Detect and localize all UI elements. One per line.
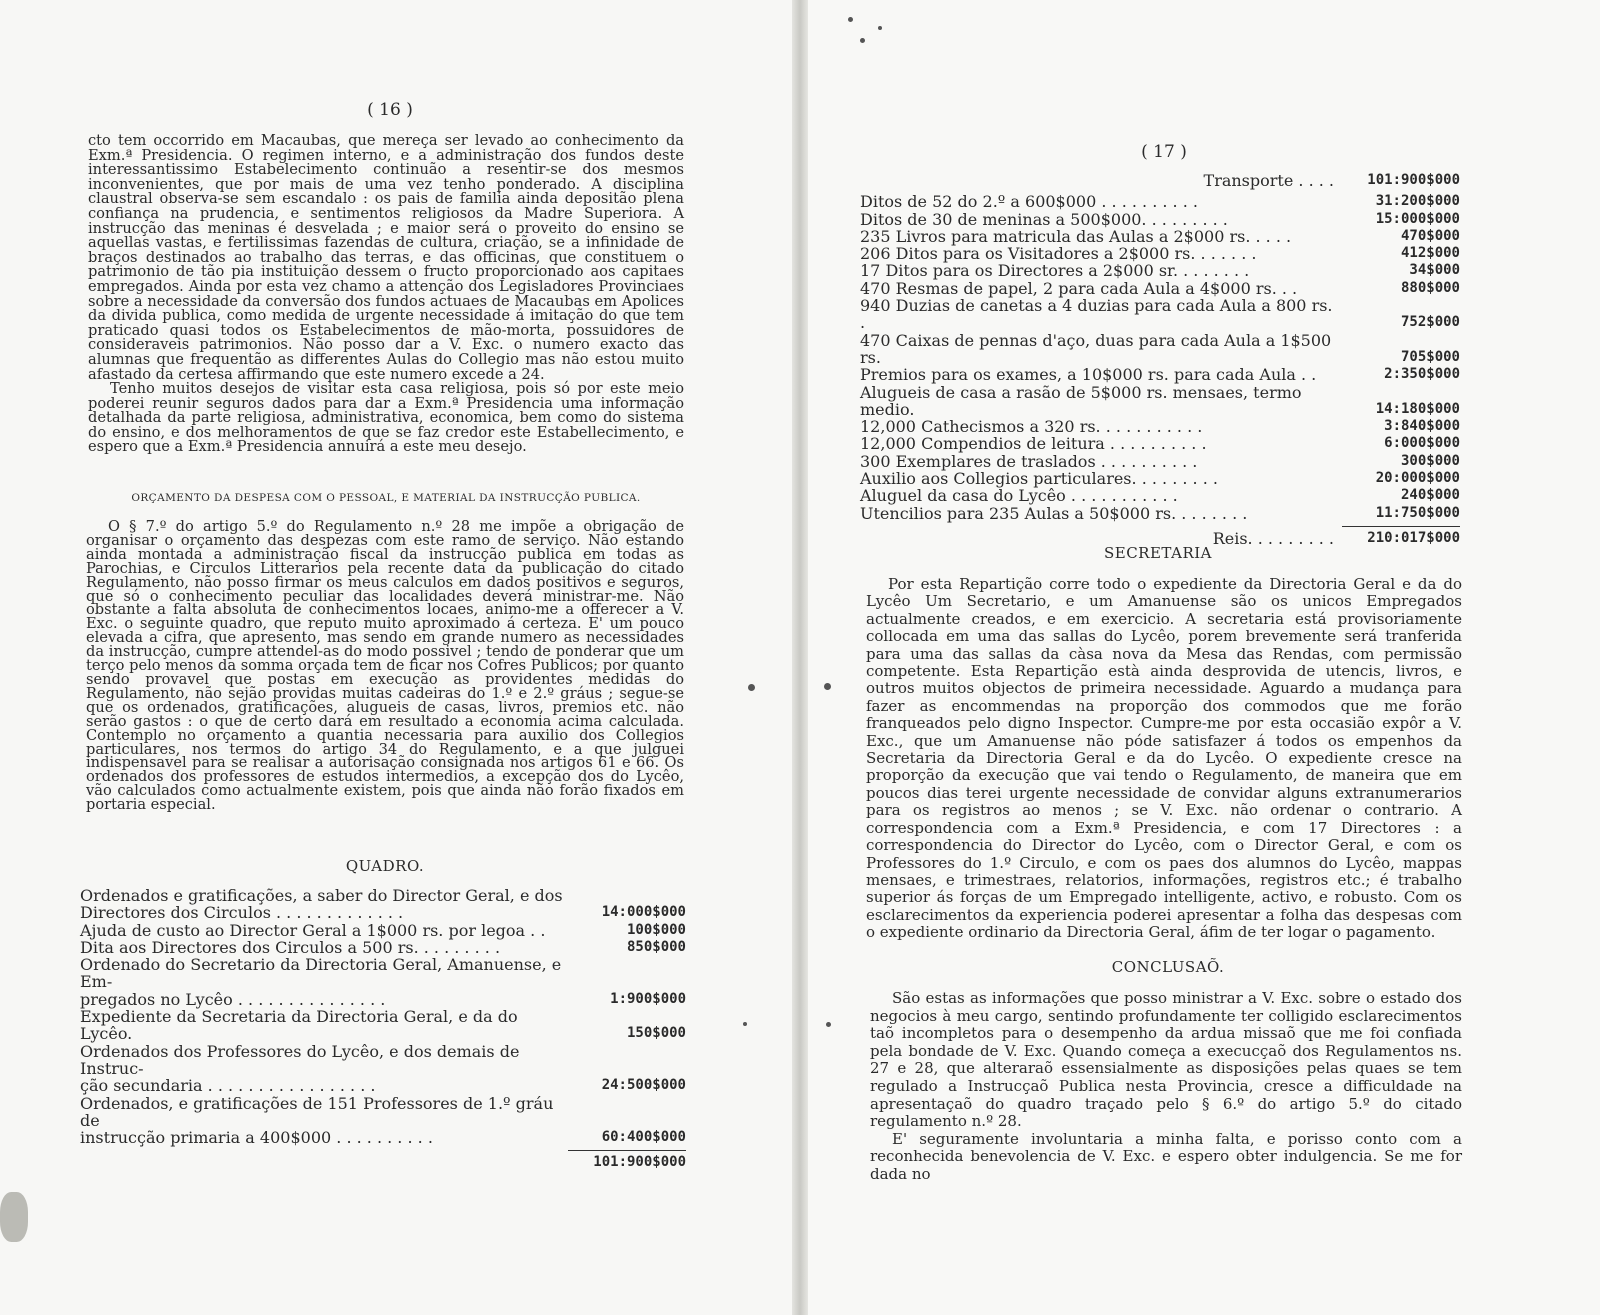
secretaria-paragraph: Por esta Repartição corre todo o expediente da Directoria Geral e da do Lycêo Um Secretario, e um Amanuense são os unicos Empregados actualmente creados, e em exercicio. A secretaria está provisoriamente collocada em uma das sallas do Lycêo, porem brevemente será tranferida para uma das sallas da càsa nova da Mesa das Rendas, com permissão competente. Esta Repartição està ainda desprovida de utencis, livros, e outros muitos objectos de primeira necessidade. Aguardo a mudança para fazer as encommendas na proporção dos commodos que me forão franqueados pelo digno Inspector. Cumpre-me por esta occasião expôr a V. Exc., que um Amanuense não póde satisfazer á todos os empenhos da Secretaria da Directoria Geral e da do Lycêo. O expediente cresce na proporção da execução que vai tendo o Regulamento, de maneira que em poucos dias terei urgente necessidade de convidar alguns extranumerarios para os registros ao menos ; se V. Exc. não ordenar o contrario. A correspondencia com a Exm.ª Presidencia, e com 17 Directores : a correspondencia do Director do Lycêo, com o Director Geral, e com os Professores do 1.º Circulo, e com os paes dos alumnos do Lycêo, mappas mensaes, e trimestraes, relatorios, informações, registros etc.; é trabalho superior ás forças de um Empregado intelligente, activo, e robusto. Com os esclarecimentos da experiencia poderei apresentar a folha das despesas com o expediente ordinario da Directoria Geral, áfim de ter logar o pagamento. xyxy=(866,575,1462,942)
transport-label: Transporte . . . . xyxy=(1203,171,1334,190)
conclusao-paragraph-2: E' seguramente involuntaria a minha falta, e porisso conto com a reconhecida benevolencia de V. Exc. e espero obter indulgencia. Se me for dada no xyxy=(870,1129,1462,1183)
row-label: 470 Resmas de papel, 2 para cada Aula a 4$000 rs. . . xyxy=(860,278,1298,298)
orcamento-paragraph: O § 7.º do artigo 5.º do Regulamento n.º 28 me impõe a obrigação de organisar o orçamento das despezas com este ramo de serviço. Não estando ainda montada a administração fiscal da instrucção publica em todas as Parochias, e Circulos Litterarios pela recente data da publicação do citado Regulamento, não posso firmar os meus calculos em dados positivos e seguros, que só o conhecimento peculiar das localidades deverá ministrar-me. Não obstante a falta absoluta de conhecimentos locaes, animo-me a offerecer a V. Exc. o seguinte quadro, que reputo muito aproximado á certeza. E' um pouco elevada a cifra, que apresento, mas sendo em grande numero as necessidades da instrucção, cumpre attendel-as do modo possivel ; tendo de ponderar que um terço pelo menos da somma orçada tem de ficar nos Cofres Publicos; por quanto sendo provavel que postas em execução as providentes medidas do Regulamento, não sejão providas muitas cadeiras do 1.º e 2.º gráus ; segue-se que os ordenados, gratificações, alugueis de casas, livros, premios etc. não serão gastos : o que de certo dará em resultado a economia acima calculada. Contemplo no orçamento a quantia necessaria para auxilio dos Collegios particulares, nos termos do artigo 34 do Regulamento, e a que julguei indispensavel para se realisar a autorisação consignada nos artigos 61 e 66. Os ordenados dos professores de estudos intermedios, a excepção dos do Lycêo, vão calculados como actualmente existem, pois que ainda não forão fixados em portaria especial. xyxy=(86,518,684,814)
row-label: Utencilios para 235 Aulas a 50$000 rs. . . . . . . . xyxy=(860,503,1248,523)
intro-paragraph-1: cto tem occorrido em Macaubas, que mereça ser levado ao conhecimento da Exm.ª Presidencia. O regimen interno, e a administração dos fundos deste interessantissimo Estabelecimento continuão a resentir-se dos mesmos inconvenientes, que por mais de uma vez tenho ponderado. A disciplina claustral observa-se sem escandalo : os pais de familia ainda depositão plena confiança na prudencia, e sentimentos religiosos da Madre Superiora. A instrucção das meninas é desvelada ; e maior será o proveito do ensino se aquellas vastas, e fertilissimas fazendas de cultura, criação, se a infinidade de braços destinados ao trabalho das terras, e das officinas, que constituem o patrimonio de tão pia instituição dessem o fructo proporcionado aos capitaes empregados. Ainda por esta vez chamo a attenção dos Legisladores Provinciaes sobre a necessidade da conversão dos fundos actuaes de Macaubas em Apolices da divida publica, como medida de urgente necessidade á imitação do que tem praticado quasi todos os Estabelecimentos de mão-morta, possuidores de consideraveis patrimonios. Não posso dar a V. Exc. o numero exacto das alumnas que frequentão as differentes Aulas do Collegio mas não estou muito afastado da certesa affirmando que este numero excede a 24. xyxy=(88,132,684,383)
row-label: Ditos de 30 de meninas a 500$000. . . . . . . . . xyxy=(860,209,1228,229)
orcamento-text xyxy=(86,520,684,812)
row-label: 12,000 Cathecismos a 320 rs. . . . . . . . . . . xyxy=(860,417,1203,437)
table-row xyxy=(860,435,1460,452)
row-value: 150$000 xyxy=(626,1025,686,1042)
row-value: 20:000$000 xyxy=(1375,470,1460,487)
row-value: 752$000 xyxy=(1400,314,1460,331)
table-row xyxy=(860,470,1460,487)
row-value: 100$000 xyxy=(626,921,686,938)
row-value: 470$000 xyxy=(1400,227,1460,244)
row-value: 14:000$000 xyxy=(601,904,686,921)
row-label: 17 Ditos para os Directores a 2$000 sr. . . . . . . . xyxy=(860,261,1250,281)
total-label: Reis. . . . . . . . . xyxy=(1212,528,1334,548)
row-label: Ajuda de custo ao Director Geral a 1$000 rs. por legoa . . xyxy=(80,920,546,940)
conclusao-heading: CONCLUSAÕ. xyxy=(1111,958,1225,976)
page-number-left: ( 16 ) xyxy=(367,100,413,120)
table-row xyxy=(80,1008,686,1043)
table-row xyxy=(860,262,1460,279)
row-value: 3:840$000 xyxy=(1384,418,1460,435)
total-rule xyxy=(1342,526,1460,527)
secretaria-heading: SECRETARIA xyxy=(1103,544,1212,562)
table-row xyxy=(860,228,1460,245)
secretaria-text xyxy=(866,576,1462,942)
quadro-table xyxy=(80,887,686,1172)
table-row xyxy=(80,939,686,956)
ink-spot xyxy=(748,684,755,691)
intro-text xyxy=(88,134,684,455)
table-row xyxy=(860,280,1460,297)
row-value: 11:750$000 xyxy=(1375,504,1460,521)
row-value: 24:500$000 xyxy=(601,1077,686,1094)
table-row xyxy=(860,211,1460,228)
row-label: 940 Duzias de canetas a 4 duzias para cada Aula a 800 rs. . xyxy=(860,296,1333,333)
total-value: 101:900$000 xyxy=(593,1154,686,1171)
row-label: Ordenados, e gratificações de 151 Professores de 1.º gráu de instrucção primaria a 400$000 . . . . . . . . . . xyxy=(80,1093,554,1148)
row-value: 34$000 xyxy=(1409,262,1460,279)
row-label: Premios para os exames, a 10$000 rs. para cada Aula . . xyxy=(860,365,1317,385)
row-label: 12,000 Compendios de leitura . . . . . . . . . . xyxy=(860,434,1207,454)
total-row xyxy=(80,1154,686,1171)
row-label: Expediente da Secretaria da Directoria Geral, e da do Lycêo. xyxy=(80,1007,518,1044)
table-row xyxy=(860,418,1460,435)
row-value: 850$000 xyxy=(626,938,686,955)
table-row xyxy=(860,193,1460,210)
conclusao-paragraph-1: São estas as informações que posso ministrar a V. Exc. sobre o estado dos negocios à meu cargo, sentindo profundamente ter colligido esclarecimentos taõ incompletos para o desempenho da ardua missaõ que me foi confiada pela bondade de V. Exc. Quando começa a execucçaõ dos Regulamentos ns. 27 e 28, que alteraraõ essensialmente as disposições pelas quaes se tem regulado a Instrucçaõ Publica nesta Provincia, cresce a difficuldade na apresentaçaõ do quadro traçado pelo § 6.º do artigo 5.º do citado regulamento n.º 28. xyxy=(870,989,1462,1131)
row-label: Ordenados e gratificações, a saber do Director Geral, e dos Directores dos Circulos . . . . . . . . . . . . . xyxy=(80,886,563,923)
row-value: 1:900$000 xyxy=(610,990,686,1007)
book-gutter xyxy=(792,0,808,1315)
table-row xyxy=(860,245,1460,262)
row-label: Auxilio aos Collegios particulares. . . . . . . . . xyxy=(860,469,1218,489)
table-row xyxy=(80,956,686,1008)
ink-spot xyxy=(743,1022,747,1026)
transport-row xyxy=(860,172,1460,189)
row-value: 880$000 xyxy=(1400,279,1460,296)
conclusao-text xyxy=(870,990,1462,1184)
transport-value: 101:900$000 xyxy=(1367,172,1460,188)
row-label: 300 Exemplares de traslados . . . . . . . . . . xyxy=(860,451,1198,471)
table-row xyxy=(860,487,1460,504)
row-value: 14:180$000 xyxy=(1375,400,1460,417)
expense-table xyxy=(860,172,1460,547)
table-row xyxy=(80,1043,686,1095)
right-page xyxy=(808,0,1600,1315)
row-value: 6:000$000 xyxy=(1384,435,1460,452)
row-label: Alugueis de casa a rasão de 5$000 rs. mensaes, termo medio. xyxy=(860,382,1302,419)
row-value: 240$000 xyxy=(1400,487,1460,504)
table-row xyxy=(860,297,1460,332)
row-label: 470 Caixas de pennas d'aço, duas para cada Aula a 1$500 rs. xyxy=(860,330,1332,367)
row-value: 31:200$000 xyxy=(1375,193,1460,210)
binding-mark xyxy=(0,1192,28,1242)
table-row xyxy=(860,366,1460,383)
ink-spot xyxy=(826,1022,831,1027)
table-row xyxy=(860,332,1460,367)
row-label: Dita aos Directores dos Circulos a 500 rs. . . . . . . . . xyxy=(80,937,501,957)
row-label: 206 Ditos para os Visitadores a 2$000 rs. . . . . . . xyxy=(860,244,1257,264)
row-label: Ditos de 52 do 2.º a 600$000 . . . . . . . . . . xyxy=(860,192,1198,212)
row-value: 705$000 xyxy=(1400,348,1460,365)
table-row xyxy=(860,453,1460,470)
ink-spot xyxy=(848,17,853,22)
row-label: Ordenados dos Professores do Lycêo, e dos demais de Instruc- ção secundaria . . . . . . . . . . . . . . . . . xyxy=(80,1041,520,1096)
table-row xyxy=(860,505,1460,522)
ink-spot xyxy=(878,26,882,30)
total-rule xyxy=(568,1150,686,1151)
row-label: 235 Livros para matricula das Aulas a 2$000 rs. . . . . xyxy=(860,226,1292,246)
table-row xyxy=(80,1095,686,1147)
ink-spot xyxy=(860,38,865,43)
table-row xyxy=(80,922,686,939)
table-row xyxy=(80,887,686,922)
row-value: 60:400$000 xyxy=(601,1129,686,1146)
row-value: 300$000 xyxy=(1400,452,1460,469)
quadro-heading: QUADRO. xyxy=(345,857,425,875)
table-row xyxy=(860,384,1460,419)
row-value: 412$000 xyxy=(1400,245,1460,262)
total-value: 210:017$000 xyxy=(1367,529,1460,546)
left-page xyxy=(0,0,792,1315)
row-value: 15:000$000 xyxy=(1375,210,1460,227)
ink-spot xyxy=(824,683,831,690)
intro-paragraph-2: Tenho muitos desejos de visitar esta casa religiosa, pois só por este meio poderei reunir seguros dados para dar a Exm.ª Presidencia uma informação detalhada da parte religiosa, administrativa, economica, bem como do sistema do ensino, e dos melhoramentos de que se faz credor este Estabellecimento, e espero que a Exm.ª Presidencia annuirá a este meu desejo. xyxy=(88,380,684,456)
orcamento-heading: ORÇAMENTO DA DESPESA COM O PESSOAL, E MATERIAL DA INSTRUCÇÃO PUBLICA. xyxy=(131,492,641,504)
row-label: Aluguel da casa do Lycêo . . . . . . . . . . . xyxy=(860,486,1178,506)
row-label: Ordenado do Secretario da Directoria Geral, Amanuense, e Em- pregados no Lycêo . . . . . . . . . . . . . . . xyxy=(80,955,562,1009)
row-value: 2:350$000 xyxy=(1384,366,1460,383)
page-number-right: ( 17 ) xyxy=(1141,142,1187,162)
